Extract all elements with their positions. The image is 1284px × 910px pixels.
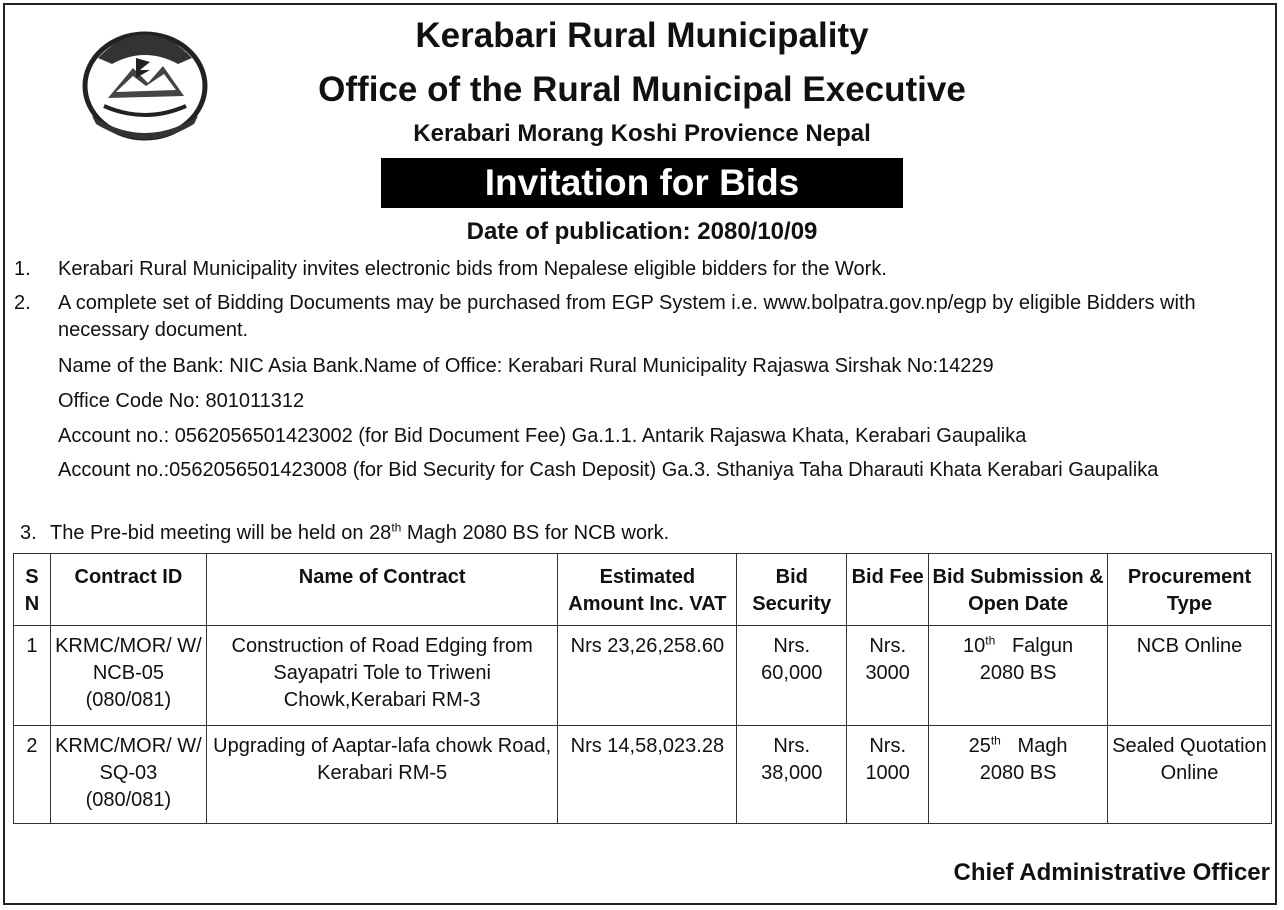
item-text: Account no.:0562056501423008 (for Bid Security for Cash Deposit) Ga.3. Sthaniya Taha Dharauti Khata Kerabari Gaupalika	[58, 459, 1159, 481]
col-date: Bid Submission & Open Date	[929, 554, 1108, 626]
cell-type: Sealed Quotation Online	[1108, 726, 1272, 824]
cell-sn: 2	[14, 726, 51, 824]
col-amount: Estimated Amount Inc. VAT	[558, 554, 737, 626]
signoff: Chief Administrative Officer	[953, 859, 1270, 886]
col-fee: Bid Fee	[847, 554, 929, 626]
invitation-banner: Invitation for Bids	[381, 158, 903, 208]
cell-security: Nrs. 60,000	[737, 626, 847, 726]
col-sn: S N	[14, 554, 51, 626]
item-text: Office Code No: 801011312	[58, 390, 305, 412]
address-line: Kerabari Morang Koshi Provience Nepal	[413, 120, 871, 147]
cell-fee: Nrs. 1000	[847, 726, 929, 824]
cell-contract-id: KRMC/MOR/ W/ SQ-03 (080/081)	[50, 726, 206, 824]
municipality-title: Kerabari Rural Municipality	[415, 16, 869, 55]
cell-name: Construction of Road Edging from Sayapatri Tole to Triweni Chowk,Kerabari RM-3	[206, 626, 558, 726]
cell-amount: Nrs 14,58,023.28	[558, 726, 737, 824]
cell-sn: 1	[14, 626, 51, 726]
table-row	[14, 726, 1272, 824]
cell-contract-id: KRMC/MOR/ W/ NCB-05 (080/081)	[50, 626, 206, 726]
item-text: A complete set of Bidding Documents may be purchased from EGP System i.e. www.bolpatra.gov.np/egp by eligible Bidders with necessary document.	[58, 292, 1196, 341]
item-text: Kerabari Rural Municipality invites electronic bids from Nepalese eligible bidders for the Work.	[58, 258, 887, 280]
cell-type: NCB Online	[1108, 626, 1272, 726]
item-number: 1.	[14, 258, 31, 280]
col-security: Bid Security	[737, 554, 847, 626]
item-text: The Pre-bid meeting will be held on 28th Magh 2080 BS for NCB work.	[50, 520, 670, 544]
col-contract-id: Contract ID	[50, 554, 206, 626]
col-name: Name of Contract	[206, 554, 558, 626]
table-row	[14, 626, 1272, 726]
cell-security: Nrs. 38,000	[737, 726, 847, 824]
item-number: 2.	[14, 292, 31, 314]
cell-fee: Nrs. 3000	[847, 626, 929, 726]
office-title: Office of the Rural Municipal Executive	[318, 70, 966, 109]
cell-date: 25th Magh 2080 BS	[929, 726, 1108, 824]
table-header-row	[14, 554, 1272, 626]
item-text: Name of the Bank: NIC Asia Bank.Name of Office: Kerabari Rural Municipality Rajaswa Sirshak No:14229	[58, 355, 994, 377]
item-text: Account no.: 0562056501423002 (for Bid Document Fee) Ga.1.1. Antarik Rajaswa Khata, Kerabari Gaupalika	[58, 425, 1027, 447]
cell-date: 10th Falgun 2080 BS	[929, 626, 1108, 726]
bids-table	[13, 553, 1272, 824]
item-number: 3.	[20, 522, 37, 544]
cell-name: Upgrading of Aaptar-lafa chowk Road, Kerabari RM-5	[206, 726, 558, 824]
publication-date: Date of publication: 2080/10/09	[466, 218, 818, 245]
col-type: Procurement Type	[1108, 554, 1272, 626]
cell-amount: Nrs 23,26,258.60	[558, 626, 737, 726]
